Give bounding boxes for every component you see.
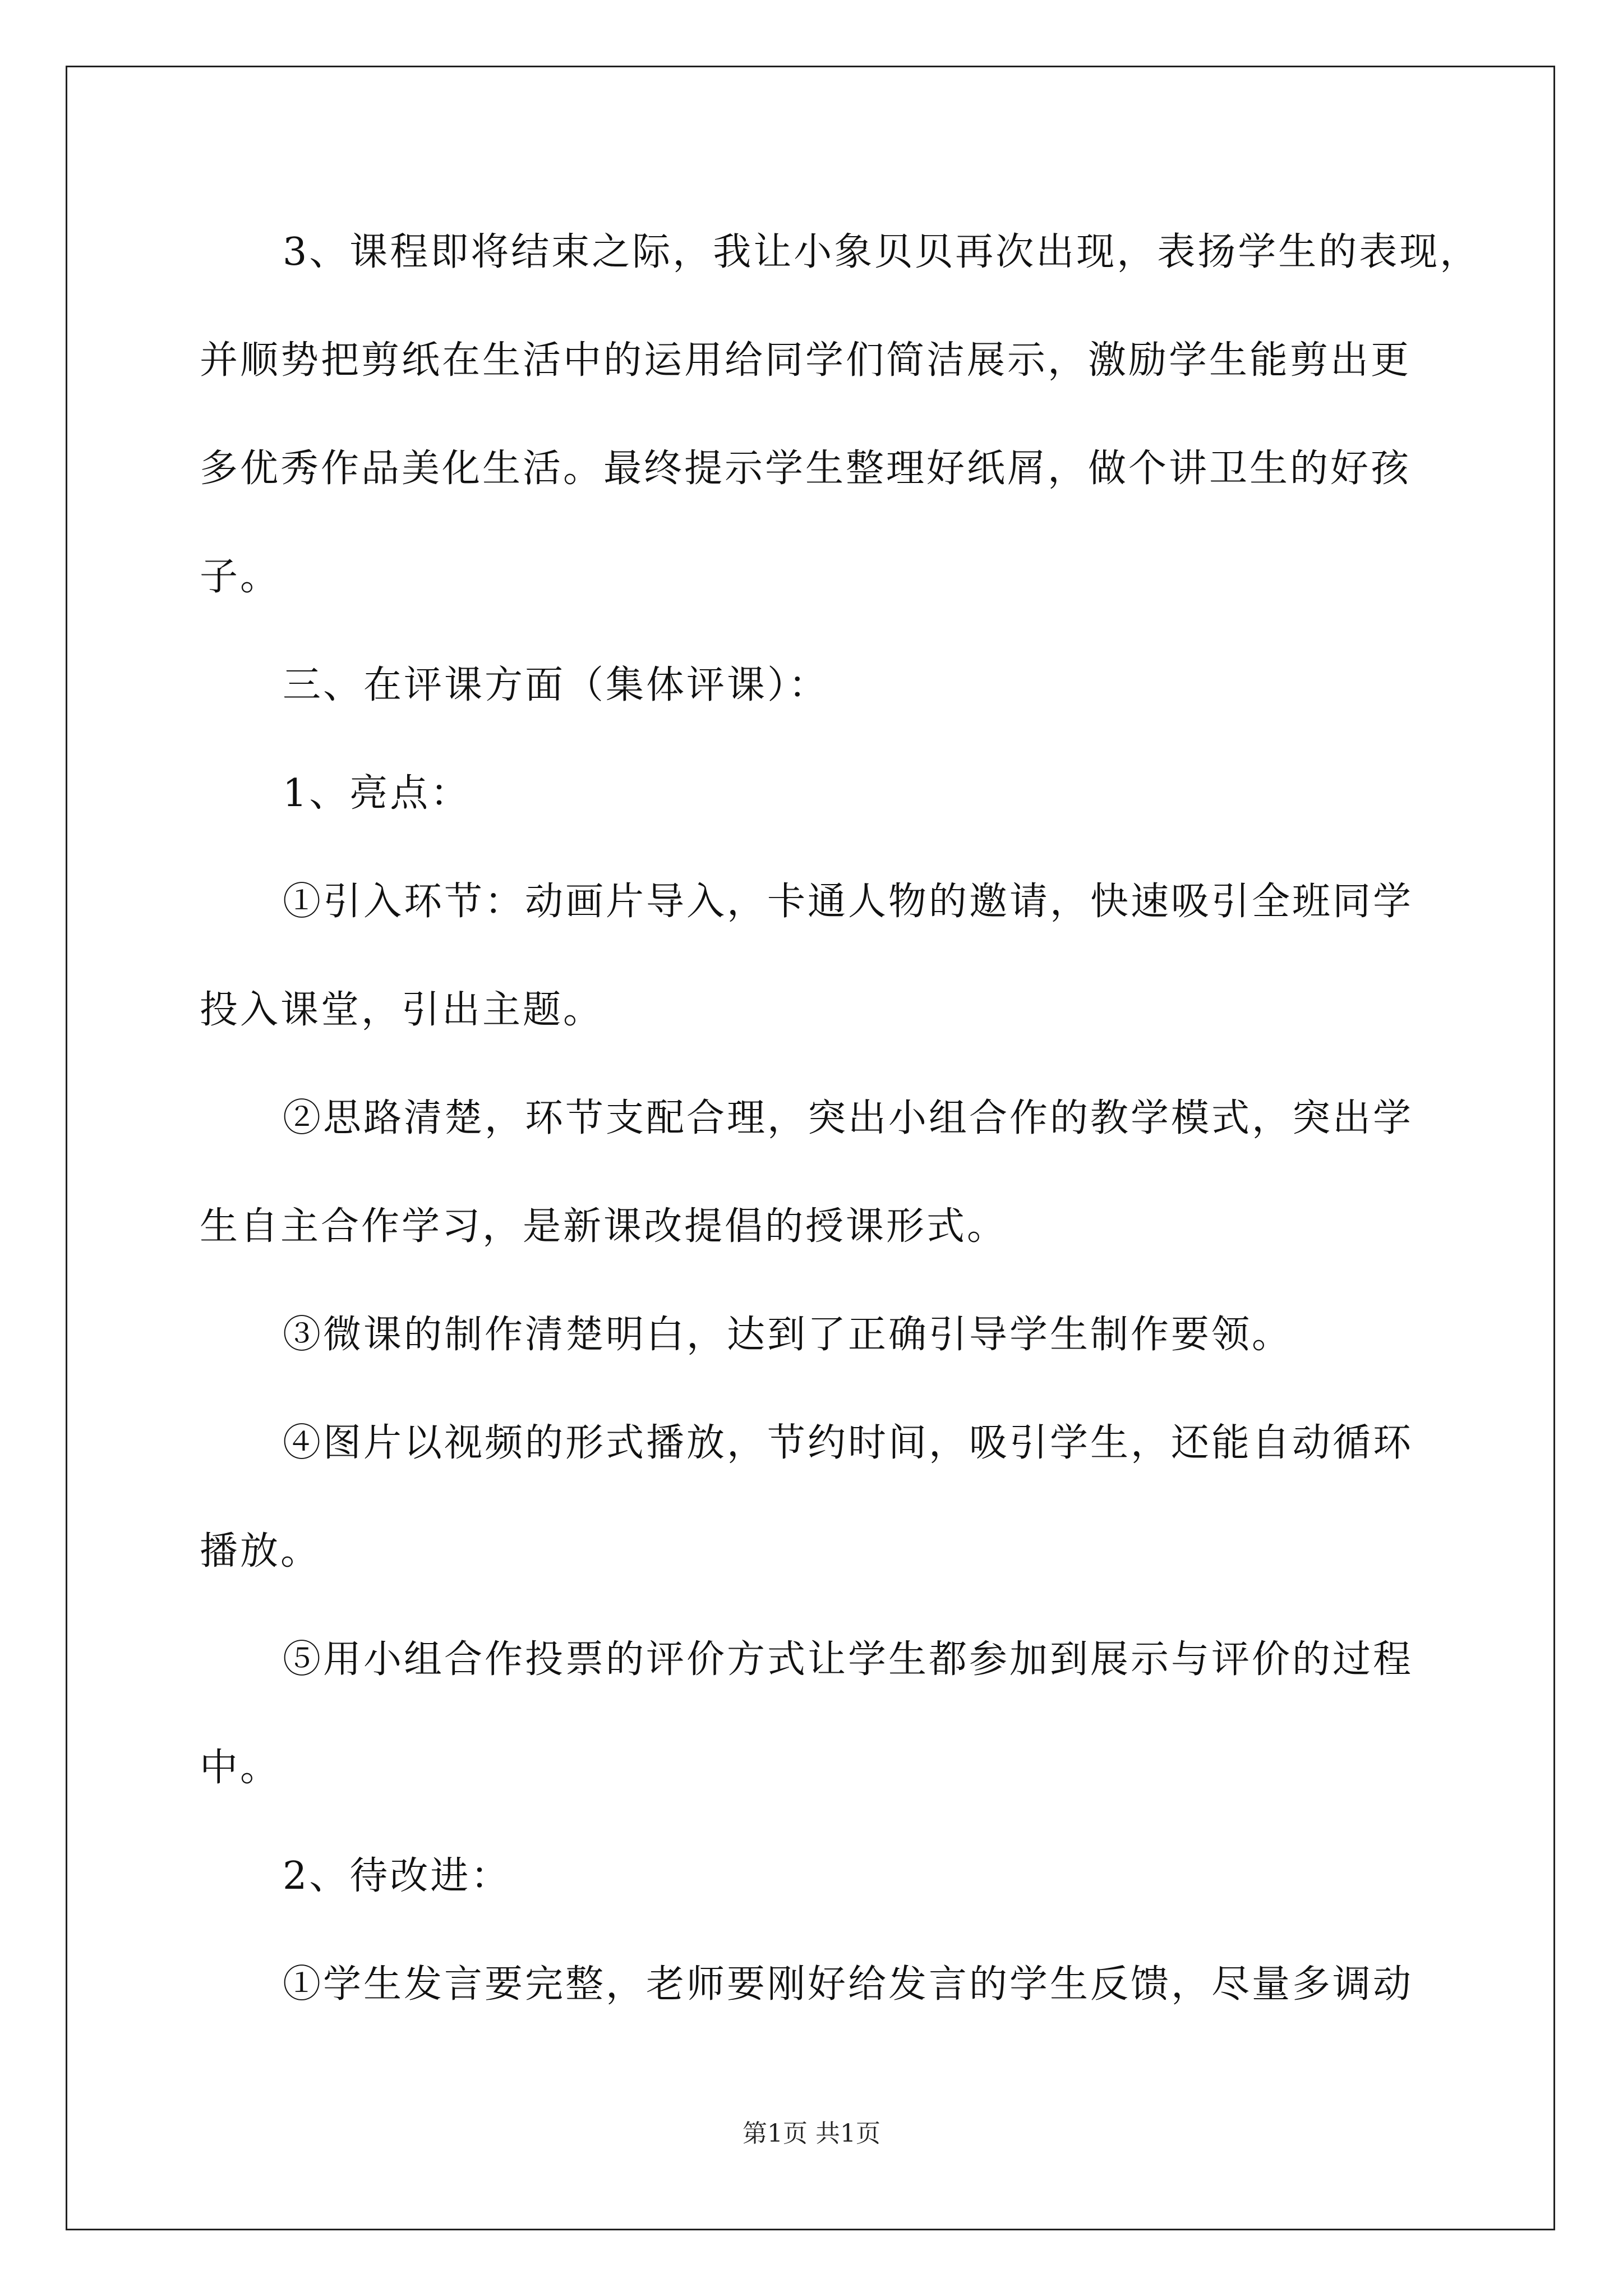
text-line: ④图片以视频的形式播放，节约时间，吸引学生，还能自动循环	[283, 1421, 1414, 1465]
subsection-heading: 2、待改进：	[283, 1854, 511, 1898]
text-line: ②思路清楚，环节支配合理，突出小组合作的教学模式，突出学	[283, 1096, 1414, 1140]
section-heading: 三、在评课方面（集体评课）：	[283, 663, 829, 707]
text-line: 多优秀作品美化生活。最终提示学生整理好纸屑，做个讲卫生的好孩	[200, 447, 1412, 491]
text-line: 生自主合作学习，是新课改提倡的授课形式。	[200, 1204, 1008, 1249]
text-line: ⑤用小组合作投票的评价方式让学生都参加到展示与评价的过程	[283, 1637, 1414, 1682]
text-line: 3、课程即将结束之际，我让小象贝贝再次出现，表扬学生的表现，	[283, 230, 1481, 274]
subsection-heading: 1、亮点：	[283, 771, 471, 816]
text-line: ①学生发言要完整，老师要刚好给发言的学生反馈，尽量多调动	[283, 1962, 1414, 2007]
page-footer: 第1页 共1页	[743, 2119, 880, 2148]
text-line: 并顺势把剪纸在生活中的运用给同学们简洁展示，激励学生能剪出更	[200, 338, 1412, 383]
text-line: ③微课的制作清楚明白，达到了正确引导学生制作要领。	[283, 1313, 1293, 1357]
text-line: 投入课堂，引出主题。	[200, 988, 604, 1032]
text-line: 播放。	[200, 1529, 321, 1573]
text-line: 子。	[200, 555, 281, 599]
text-line: ①引入环节：动画片导入，卡通人物的邀请，快速吸引全班同学	[283, 880, 1414, 924]
page-border	[66, 66, 1555, 2230]
text-line: 中。	[200, 1746, 281, 1790]
